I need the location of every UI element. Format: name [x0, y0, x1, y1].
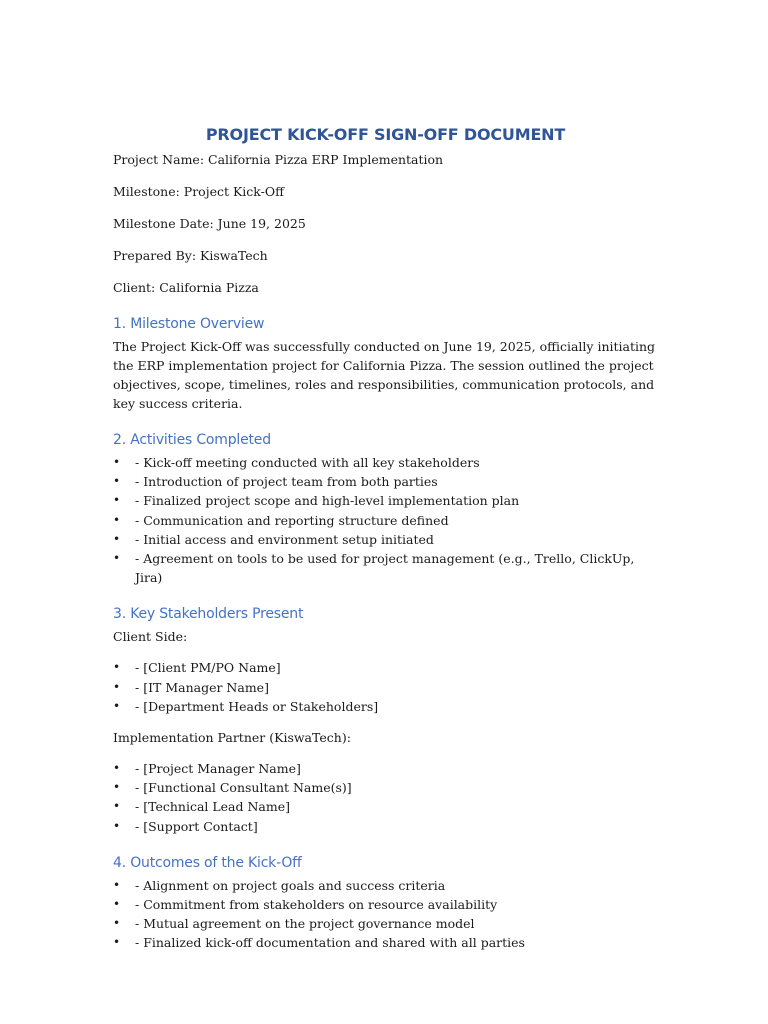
bullet-icon: •	[113, 698, 121, 713]
bullet-icon: •	[113, 935, 121, 950]
list-item	[113, 530, 658, 549]
list-item-text: - [Project Manager Name]	[135, 761, 301, 777]
list-item-text: - [Support Contact]	[135, 818, 258, 834]
list-item	[113, 914, 658, 933]
client-line: Client: California Pizza	[113, 280, 259, 295]
list-item-text: - [Functional Consultant Name(s)]	[135, 780, 352, 796]
list-item	[113, 895, 658, 914]
bullet-icon: •	[113, 660, 121, 675]
bullet-icon: •	[113, 531, 121, 546]
list-item-text: - Commitment from stakeholders on resource availability	[135, 897, 498, 913]
bullet-icon: •	[113, 897, 121, 912]
list-item	[113, 933, 658, 952]
list-item	[113, 678, 658, 697]
list-item	[113, 697, 658, 716]
list-item-text: - Agreement on tools to be used for project management (e.g., Trello, ClickUp, Jira)	[135, 551, 635, 586]
list-item	[113, 658, 658, 677]
activities-list	[113, 453, 658, 587]
list-item	[113, 778, 658, 797]
list-item	[113, 453, 658, 472]
list-item-text: - Initial access and environment setup initiated	[135, 531, 434, 547]
list-item-text: - [IT Manager Name]	[135, 679, 269, 695]
list-item-text: - [Client PM/PO Name]	[135, 660, 281, 676]
bullet-icon: •	[113, 799, 121, 814]
outcomes-heading: 4. Outcomes of the Kick-Off	[113, 854, 302, 871]
bullet-icon: •	[113, 512, 121, 527]
list-item-text: - Alignment on project goals and success criteria	[135, 877, 446, 893]
milestone-overview-heading: 1. Milestone Overview	[113, 316, 265, 332]
client-stakeholders-list	[113, 658, 658, 716]
bullet-icon: •	[113, 455, 121, 469]
document-title: PROJECT KICK-OFF SIGN-OFF DOCUMENT	[205, 125, 566, 144]
list-item	[113, 876, 658, 895]
implementation-partner-label: Implementation Partner (KiswaTech):	[113, 730, 351, 746]
list-item	[113, 797, 658, 816]
key-stakeholders-heading: 3. Key Stakeholders Present	[113, 606, 304, 623]
list-item	[113, 759, 658, 778]
bullet-icon: •	[113, 877, 121, 892]
list-item	[113, 472, 658, 491]
list-item-text: - Mutual agreement on the project governance model	[135, 916, 475, 932]
milestone-date-line: Milestone Date: June 19, 2025	[113, 216, 306, 231]
outcomes-list	[113, 876, 658, 953]
project-name-line: Project Name: California Pizza ERP Implementation	[113, 152, 444, 167]
client-side-label: Client Side:	[113, 629, 188, 645]
prepared-by-line: Prepared By: KiswaTech	[113, 248, 268, 263]
bullet-icon: •	[113, 493, 121, 508]
list-item-text: - Kick-off meeting conducted with all key stakeholders	[135, 455, 480, 470]
bullet-icon: •	[113, 551, 121, 566]
list-item-text: - Communication and reporting structure defined	[135, 512, 449, 528]
bullet-icon: •	[113, 679, 121, 694]
partner-stakeholders-list	[113, 759, 658, 836]
list-item	[113, 817, 658, 836]
list-item-text: - [Department Heads or Stakeholders]	[135, 698, 379, 714]
list-item-text: - [Technical Lead Name]	[135, 799, 291, 815]
activities-completed-heading: 2. Activities Completed	[113, 432, 271, 448]
list-item-text: - Finalized project scope and high-level implementation plan	[135, 493, 520, 509]
list-item	[113, 491, 658, 510]
list-item-text: - Finalized kick-off documentation and shared with all parties	[135, 935, 525, 951]
list-item	[113, 549, 658, 587]
bullet-icon: •	[113, 474, 121, 489]
bullet-icon: •	[113, 780, 121, 795]
bullet-icon: •	[113, 818, 121, 833]
milestone-overview-paragraph: The Project Kick-Off was successfully conducted on June 19, 2025, officially initiating the ERP implementation project for California Pizza. The session outlined the project objectives, scope, timelines, roles and responsibilities, communication protocols, and key success criteria.	[113, 339, 656, 411]
list-item-text: - Introduction of project team from both parties	[135, 474, 438, 490]
list-item	[113, 511, 658, 530]
bullet-icon: •	[113, 916, 121, 931]
bullet-icon: •	[113, 761, 121, 776]
milestone-line: Milestone: Project Kick-Off	[113, 184, 285, 199]
